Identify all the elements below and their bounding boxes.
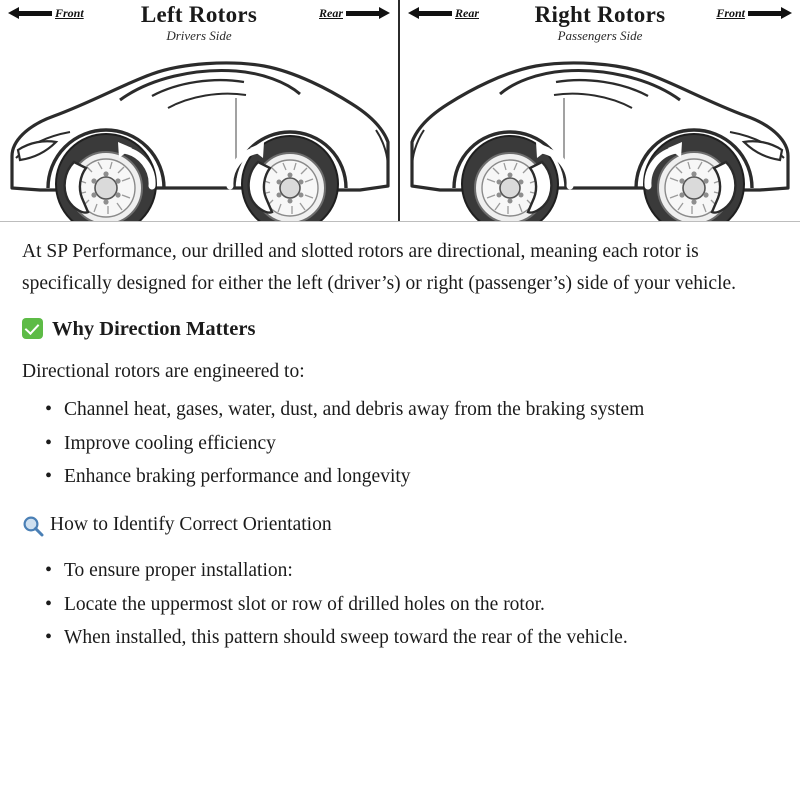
list-item: • When installed, this pattern should sweep toward the rear of the vehicle. — [62, 622, 778, 654]
left-panel-rear-label: Rear — [319, 6, 343, 20]
intro-paragraph: At SP Performance, our drilled and slotted rotors are directional, meaning each rotor is specifically designed for either the left (driver’s) or right (passenger’s) side of your vehicle. — [22, 241, 737, 294]
diagram-panel-right-rotors — [400, 0, 800, 221]
list-item: • Locate the uppermost slot or row of drilled holes on the rotor. — [62, 589, 778, 621]
right-panel-front-label: Front — [716, 6, 745, 20]
why-intro-paragraph: Directional rotors are engineered to: — [22, 361, 305, 383]
arrow-left-icon — [8, 7, 52, 20]
right-panel-front-marker — [715, 6, 792, 21]
left-panel-front-label: Front — [55, 6, 84, 20]
identify-bullet-list — [22, 555, 778, 654]
left-front-rotation-label: Rotation — [147, 101, 182, 132]
list-item: • Improve cooling efficiency — [62, 428, 778, 460]
magnifying-glass-icon — [22, 515, 44, 548]
right-side-car-illustration — [400, 38, 800, 221]
identify-orientation-heading — [22, 509, 778, 548]
right-panel-rear-marker — [408, 6, 480, 21]
arrow-right-icon — [346, 7, 390, 20]
article-body — [0, 222, 800, 654]
list-item: • Enhance braking performance and longevity — [62, 461, 778, 493]
list-item: • Channel heat, gases, water, dust, and debris away from the braking system — [62, 394, 778, 426]
right-rear-rotation-label: Rotation — [625, 101, 660, 132]
right-panel-subtitle: Passengers Side — [557, 28, 643, 43]
rotor-direction-diagram — [0, 0, 800, 222]
identify-heading-label: How to Identify Correct Orientation — [50, 513, 332, 535]
right-panel-rear-label: Rear — [455, 6, 479, 20]
right-front-rotation-label: Rotation — [511, 101, 546, 132]
list-item: • To ensure proper installation: — [62, 555, 778, 587]
left-panel-rear-marker — [318, 6, 390, 21]
left-panel-title: Left Rotors — [140, 2, 258, 27]
left-panel-front-marker — [8, 6, 85, 21]
diagram-panel-left-rotors — [0, 0, 400, 221]
right-panel-title: Right Rotors — [534, 2, 666, 27]
arrow-left-icon — [408, 7, 452, 20]
left-side-car-illustration — [0, 38, 400, 221]
left-rear-rotation-label: Rotation — [259, 101, 294, 132]
check-mark-icon — [22, 318, 43, 339]
why-direction-matters-heading — [22, 313, 778, 346]
why-bullet-list — [22, 394, 778, 493]
why-heading-label: Why Direction Matters — [52, 318, 256, 341]
left-panel-subtitle: Drivers Side — [166, 28, 232, 43]
arrow-right-icon — [748, 7, 792, 20]
